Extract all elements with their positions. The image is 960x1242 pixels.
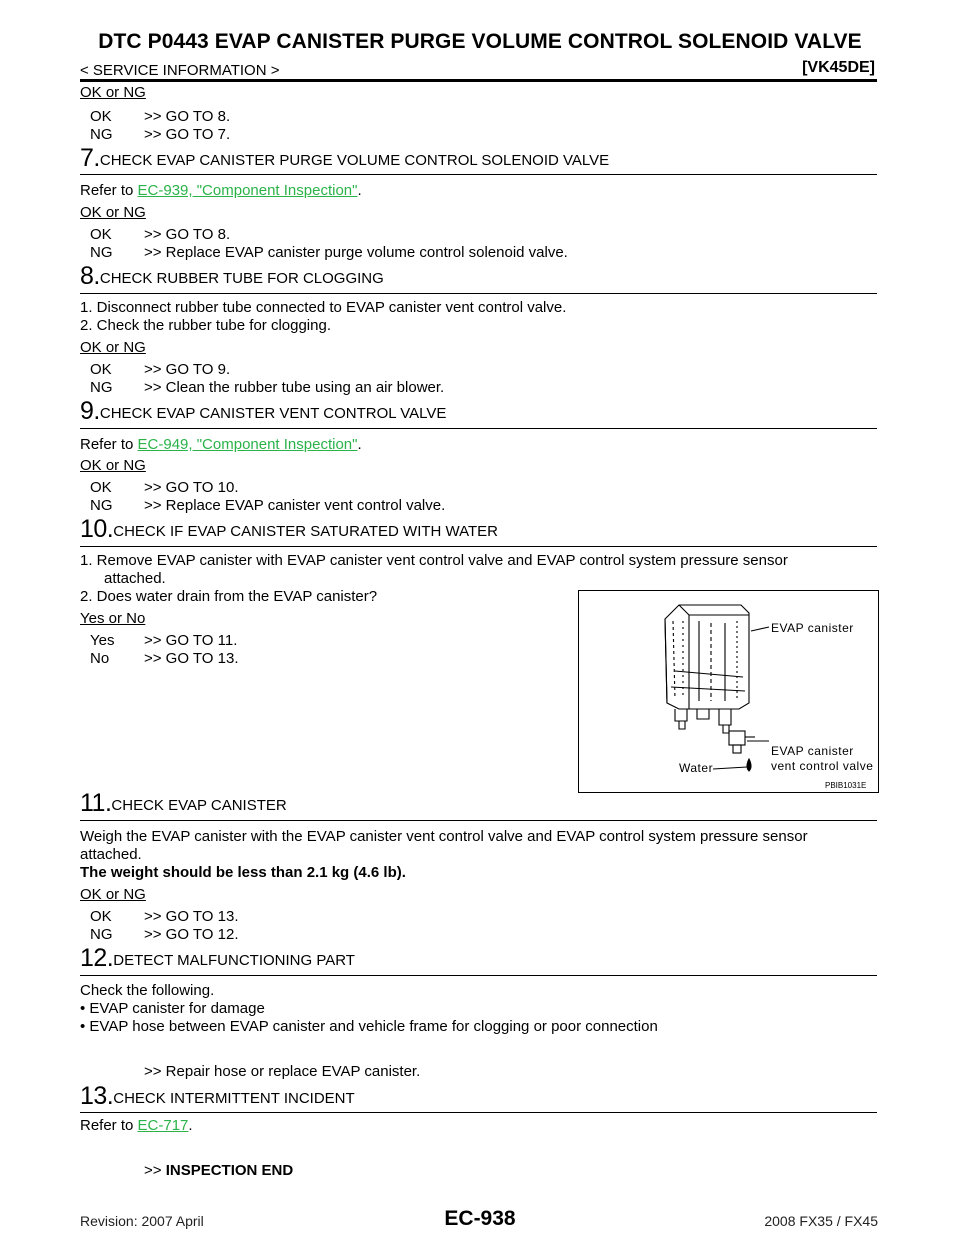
- question-ok-ng: OK or NG: [80, 457, 146, 474]
- question-ok-ng: OK or NG: [80, 204, 146, 221]
- step-rule: [80, 428, 877, 429]
- list-item: • EVAP hose between EVAP canister and vehicle frame for clogging or poor connection: [80, 1018, 658, 1035]
- step-11-heading: 11.CHECK EVAP CANISTER: [80, 789, 287, 817]
- vehicle-model: 2008 FX35 / FX45: [764, 1213, 878, 1229]
- option-row: OK >> GO TO 8.: [90, 226, 231, 243]
- engine-model: [VK45DE]: [802, 59, 875, 76]
- step-13-heading: 13.CHECK INTERMITTENT INCIDENT: [80, 1082, 355, 1110]
- step-8-heading: 8.CHECK RUBBER TUBE FOR CLOGGING: [80, 262, 384, 290]
- option-row: No >> GO TO 13.: [90, 650, 239, 667]
- question-yes-no: Yes or No: [80, 610, 146, 627]
- reference-link[interactable]: EC-939, "Component Inspection": [137, 182, 358, 199]
- list-item-continued: attached.: [104, 570, 166, 587]
- page-number: EC-938: [444, 1207, 516, 1230]
- breadcrumb: < SERVICE INFORMATION >: [80, 62, 280, 79]
- question-ok-ng: OK or NG: [80, 84, 146, 101]
- step-rule: [80, 975, 877, 976]
- reference-line: Refer to EC-949, "Component Inspection".: [80, 436, 362, 453]
- label-evap-canister: EVAP canister: [771, 621, 854, 635]
- list-item: 1. Remove EVAP canister with EVAP canister vent control valve and EVAP control system pressure sensor: [80, 552, 788, 569]
- paragraph: Check the following.: [80, 982, 215, 999]
- step-rule: [80, 546, 877, 547]
- evap-canister-figure: [578, 590, 879, 793]
- question-ok-ng: OK or NG: [80, 339, 146, 356]
- step-rule: [80, 174, 877, 175]
- action-line: >> Repair hose or replace EVAP canister.: [144, 1063, 421, 1080]
- step-7-heading: 7.CHECK EVAP CANISTER PURGE VOLUME CONTROL SOLENOID VALVE: [80, 144, 610, 172]
- step-9-heading: 9.CHECK EVAP CANISTER VENT CONTROL VALVE: [80, 397, 447, 425]
- option-row: OK >> GO TO 9.: [90, 361, 231, 378]
- option-row: NG >> Replace EVAP canister purge volume control solenoid valve.: [90, 244, 568, 261]
- reference-line: Refer to EC-939, "Component Inspection".: [80, 182, 362, 199]
- label-water: Water: [679, 761, 714, 775]
- option-row: OK >> GO TO 10.: [90, 479, 239, 496]
- step-rule: [80, 293, 877, 294]
- revision-date: Revision: 2007 April: [80, 1213, 204, 1229]
- reference-link[interactable]: EC-717: [137, 1117, 189, 1134]
- list-item: 2. Does water drain from the EVAP canister?: [80, 588, 378, 605]
- step-rule: [80, 1112, 877, 1113]
- question-ok-ng: OK or NG: [80, 886, 146, 903]
- step-10-heading: 10.CHECK IF EVAP CANISTER SATURATED WITH WATER: [80, 515, 499, 543]
- label-vent-valve-1: EVAP canister: [771, 744, 854, 758]
- inspection-end: >> INSPECTION END: [144, 1162, 294, 1179]
- step-rule: [80, 820, 877, 821]
- reference-link[interactable]: EC-949, "Component Inspection": [137, 436, 358, 453]
- option-row: NG >> Replace EVAP canister vent control valve.: [90, 497, 446, 514]
- step-12-heading: 12.DETECT MALFUNCTIONING PART: [80, 944, 355, 972]
- list-item: 1. Disconnect rubber tube connected to EVAP canister vent control valve.: [80, 299, 567, 316]
- option-row: NG >> GO TO 12.: [90, 926, 239, 943]
- list-item: • EVAP canister for damage: [80, 1000, 265, 1017]
- option-row: Yes >> GO TO 11.: [90, 632, 238, 649]
- paragraph: attached.: [80, 846, 142, 863]
- header-rule: [80, 79, 877, 82]
- option-row: NG >> Clean the rubber tube using an air blower.: [90, 379, 445, 396]
- canister-illustration: [579, 591, 878, 792]
- reference-line: Refer to EC-717.: [80, 1117, 193, 1134]
- option-row: OK >> GO TO 8.: [90, 108, 231, 125]
- paragraph: Weigh the EVAP canister with the EVAP canister vent control valve and EVAP control system pressure sensor: [80, 828, 808, 845]
- weight-spec: The weight should be less than 2.1 kg (4.6 lb).: [80, 864, 406, 881]
- option-row: NG >> GO TO 7.: [90, 126, 231, 143]
- page-title: DTC P0443 EVAP CANISTER PURGE VOLUME CONTROL SOLENOID VALVE: [98, 30, 862, 53]
- figure-code: PBIB1031E: [825, 781, 867, 790]
- list-item: 2. Check the rubber tube for clogging.: [80, 317, 331, 334]
- option-row: OK >> GO TO 13.: [90, 908, 239, 925]
- label-vent-valve-2: vent control valve: [771, 759, 874, 773]
